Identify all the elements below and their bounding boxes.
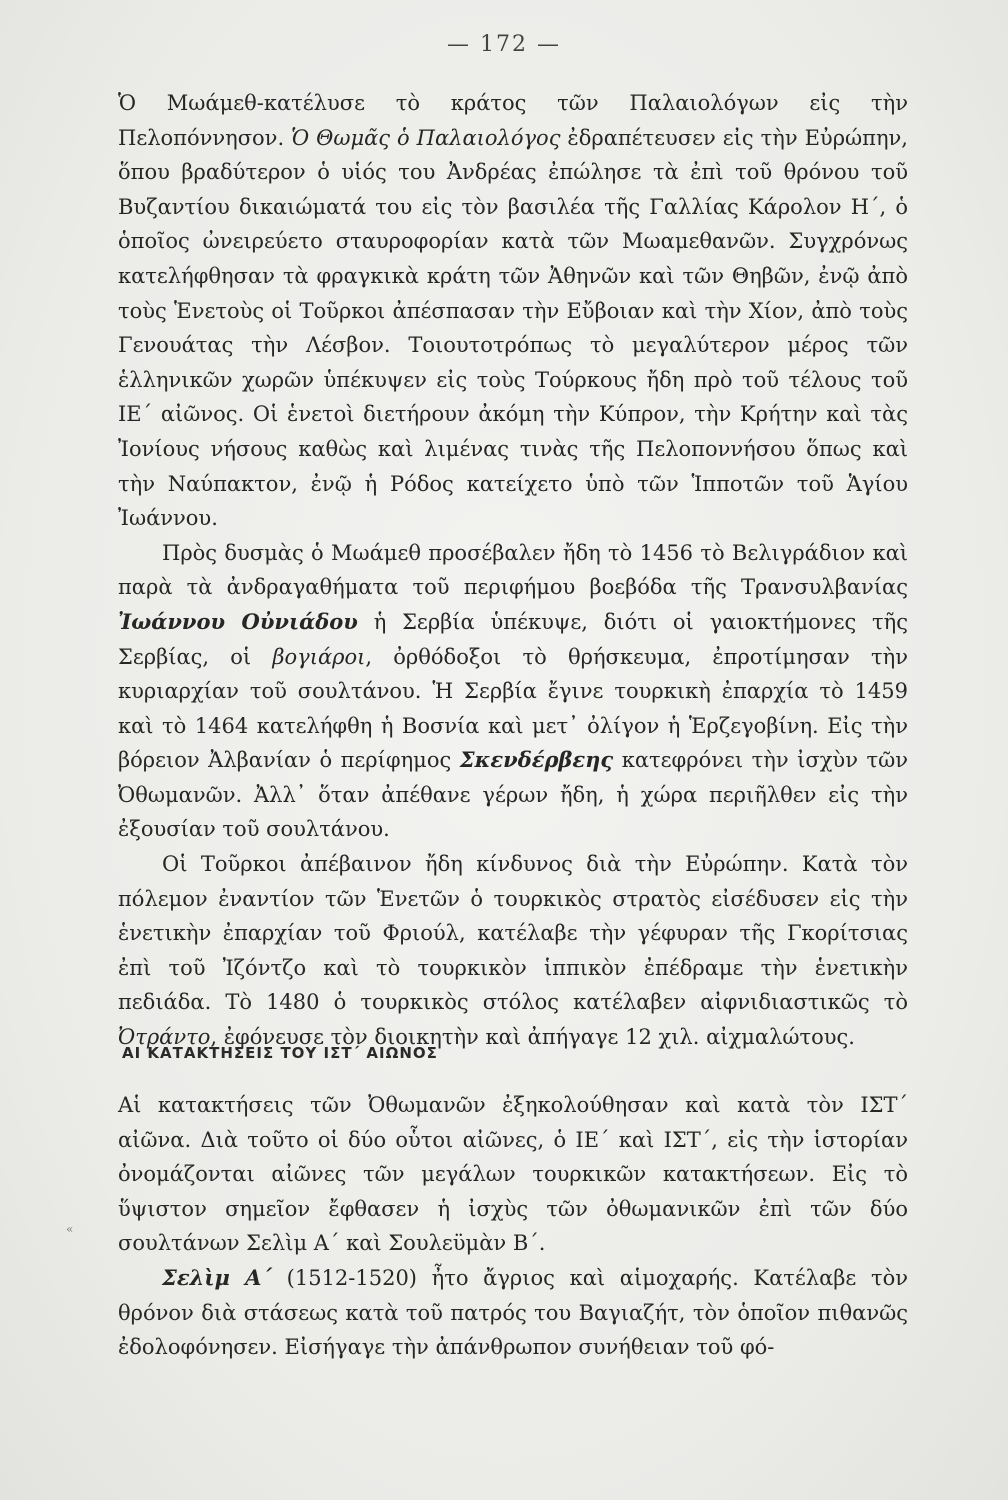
text-run: Πρὸς δυσμὰς ὁ Μωάμεθ προσέβαλεν ἤδη τὸ 1456 τὸ Βελιγράδιον καὶ παρὰ τὰ ἀνδραγαθήματα τοῦ περιφήμου βοεβόδα τῆς Τρανσυλβανίας [118, 540, 908, 600]
text-run: ἐδραπέτευσεν εἰς τὴν Εὐρώπην, ὅπου βραδύτερον ὁ υἱός του Ἀνδρέας ἐπώλησε τὰ ἐπὶ τοῦ θρόνου τοῦ Βυζαντίου δικαιώματά του εἰς τὸν βασιλέα τῆς Γαλλίας Κάρολον Η΄, ὁ ὁποῖος ὠνειρεύετο σταυροφορίαν κατὰ τῶν Μωαμεθανῶν. Συγχρόνως κατελήφθησαν τὰ φραγκικὰ κράτη τῶν Ἀθηνῶν καὶ τῶν Θηβῶν, ἐνῷ ἀπὸ τοὺς Ἑνετοὺς οἱ Τοῦρκοι ἀπέσπασαν τὴν Εὔβοιαν καὶ τὴν Χίον, ἀπὸ τοὺς Γενουάτας τὴν Λέσβον. Τοιουτοτρόπως τὸ μεγαλύτερον μέρος τῶν ἑλληνικῶν χωρῶν ὑπέκυψεν εἰς τοὺς Τούρκους ἤδη πρὸ τοῦ τέλους τοῦ ΙΕ΄ αἰῶνος. Οἱ ἑνετοὶ διετήρουν ἀκόμη τὴν Κύπρον, τὴν Κρήτην καὶ τὰς Ἰονίους νήσους καθὼς καὶ λιμένας τινὰς τῆς Πελοποννήσου ὅπως καὶ τὴν Ναύπακτον, ἐνῷ ἡ Ρόδος κατείχετο ὑπὸ τῶν Ἱπποτῶν τοῦ Ἁγίου Ἰωάννου. [118, 125, 908, 531]
paragraph [118, 1088, 908, 1261]
stray-mark: « [66, 1222, 74, 1236]
emphasized-name: βογιάροι [272, 644, 366, 669]
text-run: ἡ Σερβία ὑπέκυψε, διότι οἱ γαιοκτήμονες τῆς Σερβίας, οἱ [118, 609, 908, 669]
text-run: , ὀρθόδοξοι τὸ θρήσκευμα, ἐπροτίμησαν τὴν κυριαρχίαν τοῦ σουλτάνου. Ἡ Σερβία ἔγινε τουρκικὴ ἐπαρχία τὸ 1459 καὶ τὸ 1464 κατελήφθη ἡ Βοσνία καὶ μετ᾽ ὀλίγον ἡ Ἑρζεγοβίνη. Εἰς τὴν βόρειον Ἀλβανίαν ὁ περίφημος [118, 644, 908, 773]
emphasized-name: Ὀτράντο [118, 1025, 211, 1050]
emphasized-name: Ἰωάννου Οὐνιάδου [118, 608, 358, 634]
text-run: Οἱ Τοῦρκοι ἀπέβαινον ἤδη κίνδυνος διὰ τὴν Εὐρώπην. Κατὰ τὸν πόλεμον ἐναντίον τῶν Ἑνετῶν ὁ τουρκικὸς στρατὸς εἰσέδυσεν εἰς τὴν ἑνετικὴν ἐπαρχίαν τοῦ Φριούλ, κατέλαβε τὴν γέφυραν τῆς Γκορίτσιας ἐπὶ τοῦ Ἰζόντζο καὶ τὸ τουρκικὸν ἱππικὸν ἐπέδραμε τὴν ἑνετικὴν πεδιάδα. Τὸ 1480 ὁ τουρκικὸς στόλος κατέλαβεν αἰφνιδιαστικῶς τὸ [118, 852, 908, 1015]
emphasized-name: Ὁ Θωμᾶς ὁ Παλαιολόγος [291, 125, 561, 150]
page-number: — 172 — [447, 32, 561, 57]
text-run: , ἐφόνευσε τὸν διοικητὴν καὶ ἀπήγαγε 12 χιλ. αἰχμαλώτους. [210, 1025, 855, 1050]
paragraph [118, 847, 908, 1055]
paragraph [118, 536, 908, 847]
text-run: (1512-1520) ἦτο ἄγριος καὶ αἱμοχαρής. Κατέλαβε τὸν θρόνον διὰ στάσεως κατὰ τοῦ πατρός του Βαγιαζήτ, τὸν ὁποῖον πιθανῶς ἐδολοφόνησεν. Εἰσήγαγε τὴν ἀπάνθρωπον συνήθειαν τοῦ φό- [118, 1265, 908, 1360]
paragraph [118, 1261, 908, 1365]
text-block-bottom [118, 1088, 908, 1365]
text-run: κατεφρόνει τὴν ἰσχὺν τῶν Ὀθωμανῶν. Ἀλλ᾽ ὅταν ἀπέθανε γέρων ἤδη, ἡ χώρα περιῆλθεν εἰς τὴν ἐξουσίαν τοῦ σουλτάνου. [118, 748, 908, 842]
text-run: Αἱ κατακτήσεις τῶν Ὀθωμανῶν ἐξηκολούθησαν καὶ κατὰ τὸν ΙΣΤ΄ αἰῶνα. Διὰ τοῦτο οἱ δύο οὗτοι αἰῶνες, ὁ ΙΕ΄ καὶ ΙΣΤ΄, εἰς τὴν ἱστορίαν ὀνομάζονται αἰῶνες τῶν μεγάλων τουρκικῶν κατακτήσεων. Εἰς τὸ ὕψιστον σημεῖον ἔφθασεν ἡ ἰσχὺς τῶν ὀθωμανικῶν ἐπὶ τῶν δύο σουλτάνων Σελὶμ Α΄ καὶ Σουλεϋμὰν Β΄. [118, 1093, 908, 1256]
emphasized-name: Σκενδέρβεης [459, 747, 614, 773]
section-heading: ΑΙ ΚΑΤΑΚΤΗΣΕΙΣ ΤΟΥ ΙΣΤ΄ ΑΙΩΝΟΣ [122, 1044, 438, 1062]
text-run: Ὁ Μωάμεθ-κατέλυσε τὸ κράτος τῶν Παλαιολόγων εἰς τὴν Πελοπόννησον. [118, 91, 908, 150]
paragraph [118, 86, 908, 536]
text-block-top [118, 86, 908, 1055]
emphasized-name: Σελὶμ Α΄ [162, 1264, 272, 1290]
